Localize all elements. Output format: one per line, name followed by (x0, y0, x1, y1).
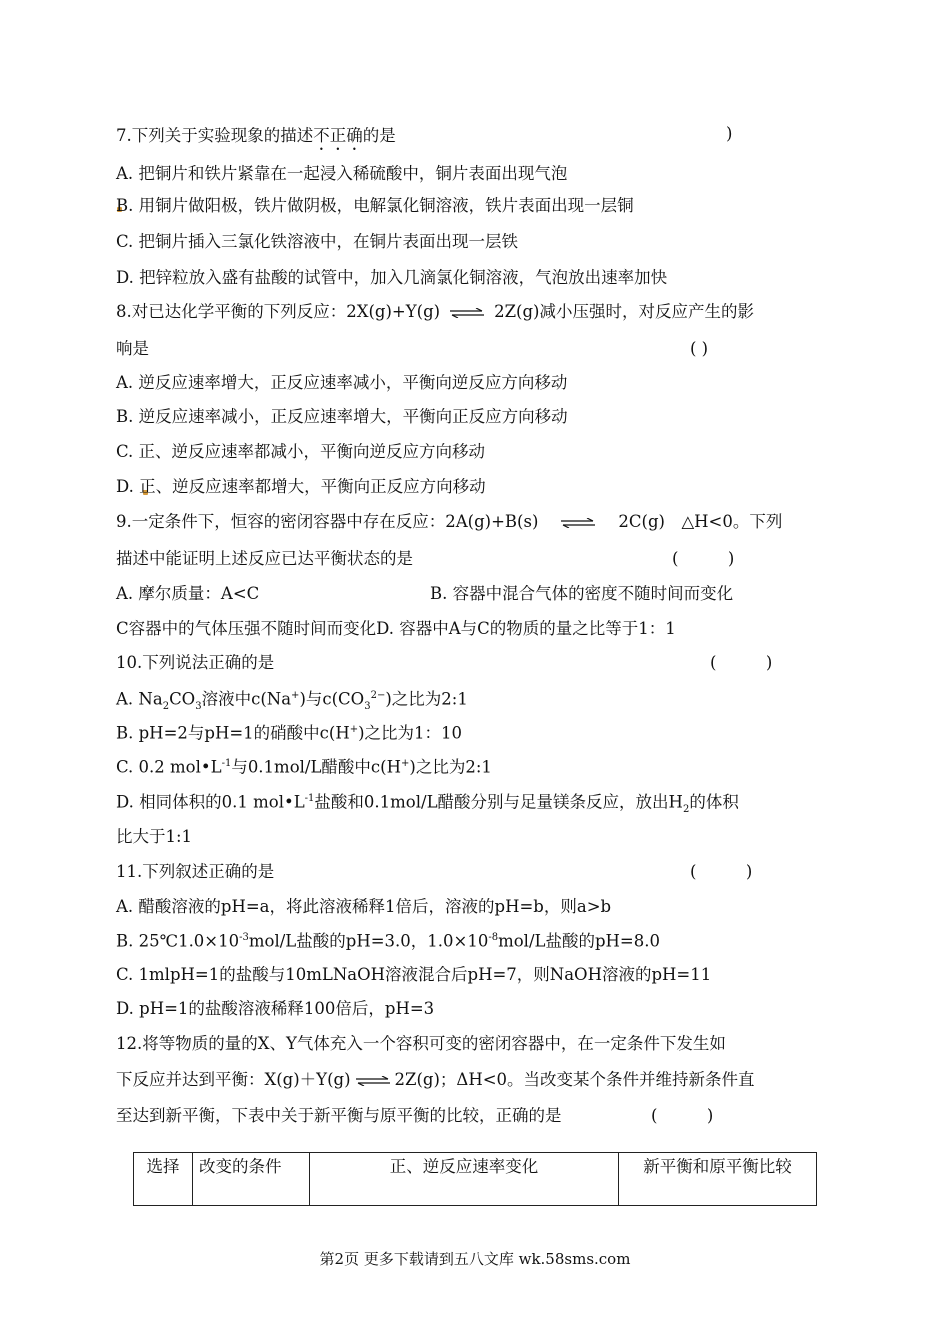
q9-stem (116, 514, 782, 531)
q10-b-text2: )之比为1：10 (358, 723, 463, 743)
equilibrium-arrow-icon (448, 308, 486, 318)
q10-option-d (116, 794, 739, 815)
equilibrium-arrow-icon (354, 1076, 392, 1086)
table-header-cell: 改变的条件 (193, 1153, 310, 1206)
table-header-cell: 新平衡和原平衡比较 (619, 1153, 817, 1206)
q8-stem-line2: 响是 (116, 339, 149, 358)
q9-stem-line2: 描述中能证明上述反应已达平衡状态的是 (116, 549, 413, 568)
q11-option-d: D. pH=1的盐酸溶液稀释100倍后，pH=3 (116, 999, 435, 1018)
q7-paren: ) (726, 124, 733, 143)
q11-option-a: A. 醋酸溶液的pH=a，将此溶液稀释1倍后，溶液的pH=b，则a>b (116, 897, 612, 916)
q8-option-c: C. 正、逆反应速率都减小，平衡向逆反应方向移动 (116, 442, 486, 461)
q10-d-text3: 的体积 (689, 792, 739, 812)
q11-stem: 11.下列叙述正确的是 (116, 862, 275, 881)
q12-line2-b: 2Z(g)；ΔH<0。当改变某个条件并维持新条件直 (394, 1070, 755, 1089)
table-header-cell: 选择 (134, 1153, 193, 1206)
q10-b-text1: B. pH=2与pH=1的硝酸中c(H (116, 723, 350, 743)
q10-a-text4: )与c(CO (299, 689, 365, 709)
q10-c-sup1: -1 (221, 758, 232, 769)
options-table (133, 1152, 817, 1206)
q10-d-text1: D. 相同体积的0.1 mol•L (116, 792, 305, 812)
q10-c-sup2: + (401, 758, 410, 769)
q9-option-cd: C容器中的气体压强不随时间而变化D. 容器中A与C的物质的量之比等于1：1 (116, 619, 676, 638)
q10-a-sub3: 3 (364, 700, 371, 712)
q11-b-text1: B. 25℃1.0×10 (116, 931, 240, 951)
q12-line2-a: 下反应并达到平衡：X(g)＋Y(g) (116, 1070, 351, 1089)
q8-stem (116, 304, 754, 321)
q12-paren: ( ) (651, 1106, 714, 1125)
q10-paren: ( ) (710, 653, 773, 672)
q11-option-c: C. 1mlpH=1的盐酸与10mLNaOH溶液混合后pH=7，则NaOH溶液的pH=11 (116, 965, 712, 984)
q11-b-text3: mol/L盐酸的pH=8.0 (498, 931, 660, 951)
q10-d-sup: -1 (304, 793, 315, 804)
q10-a-text5: )之比为2:1 (385, 689, 468, 709)
q8-stem-a: 8.对已达化学平衡的下列反应：2X(g)+Y(g) (116, 302, 441, 321)
q10-a-text1: A. Na (116, 689, 163, 709)
q10-a-sub2: 3 (195, 700, 202, 712)
q10-a-text2: CO (169, 689, 196, 709)
q7-option-d: D. 把锌粒放入盛有盐酸的试管中，加入几滴氯化铜溶液，气泡放出速率加快 (116, 268, 668, 287)
table-header-cell: 正、逆反应速率变化 (310, 1153, 619, 1206)
q11-option-b (116, 933, 660, 950)
q12-line2 (116, 1072, 755, 1089)
q10-c-text2: 与0.1mol/L醋酸中c(H (231, 757, 401, 777)
q10-option-b (116, 725, 462, 742)
page-footer: 第2页 更多下载请到五八文库 wk.58sms.com (319, 1250, 631, 1268)
q10-c-text1: C. 0.2 mol•L (116, 757, 222, 777)
q7-stem (116, 126, 396, 154)
q12-line3: 至达到新平衡，下表中关于新平衡与原平衡的比较，正确的是 (116, 1106, 562, 1125)
q11-b-sup1: -3 (239, 932, 249, 943)
q9-option-b: B. 容器中混合气体的密度不随时间而变化 (430, 584, 734, 603)
q7-stem-c: 的是 (362, 126, 396, 145)
q10-stem: 10.下列说法正确的是 (116, 653, 275, 672)
q12-line1: 12.将等物质的量的X、Y气体充入一个容积可变的密闭容器中，在一定条件下发生如 (116, 1034, 726, 1053)
equilibrium-arrow-icon (558, 518, 598, 528)
q7-option-a: A. 把铜片和铁片紧靠在一起浸入稀硫酸中，铜片表面出现气泡 (116, 164, 568, 183)
q10-option-d-line2: 比大于1:1 (116, 827, 193, 846)
q10-option-c (116, 759, 492, 776)
q7-option-b: B. 用铜片做阳极，铁片做阴极，电解氯化铜溶液，铁片表面出现一层铜 (116, 196, 634, 215)
q8-stem-b: 2Z(g)减小压强时，对反应产生的影 (494, 302, 754, 321)
q10-b-sup: + (349, 724, 359, 735)
table-row (134, 1153, 817, 1206)
q10-c-text3: )之比为2:1 (409, 757, 492, 777)
q10-d-text2: 盐酸和0.1mol/L醋酸分别与足量镁条反应，放出H (314, 792, 683, 812)
q10-a-text3: 溶液中c(Na (201, 689, 292, 709)
q8-option-b: B. 逆反应速率减小，正反应速率增大，平衡向正反应方向移动 (116, 407, 568, 426)
q7-stem-a: 7.下列关于实验现象的描述 (116, 126, 314, 145)
q11-b-text2: mol/L盐酸的pH=3.0，1.0×10 (248, 931, 489, 951)
q9-paren: ( ) (672, 549, 735, 568)
q8-paren: ( ) (690, 339, 709, 358)
q10-a-sup2: 2− (370, 690, 386, 701)
q7-option-c: C. 把铜片插入三氯化铁溶液中，在铜片表面出现一层铁 (116, 232, 519, 251)
q11-paren: ( ) (690, 862, 753, 881)
q8-option-a: A. 逆反应速率增大，正反应速率减小，平衡向逆反应方向移动 (116, 373, 568, 392)
q11-b-sup2: -8 (488, 932, 499, 943)
q9-stem-b: 2C(g) △H<0。下列 (618, 512, 783, 531)
q10-d-sub: 2 (682, 803, 690, 815)
q9-stem-a: 9.一定条件下，恒容的密闭容器中存在反应：2A(g)+B(s) (116, 512, 539, 531)
q9-option-a: A. 摩尔质量：A<C (116, 584, 260, 603)
q8-option-d: D. 正、逆反应速率都增大，平衡向正反应方向移动 (116, 477, 486, 496)
q10-option-a (116, 691, 468, 712)
q7-stem-emphasis: 不正确 (313, 126, 363, 145)
q10-a-sup1: + (291, 690, 300, 701)
q10-a-sub1: 2 (162, 700, 170, 712)
